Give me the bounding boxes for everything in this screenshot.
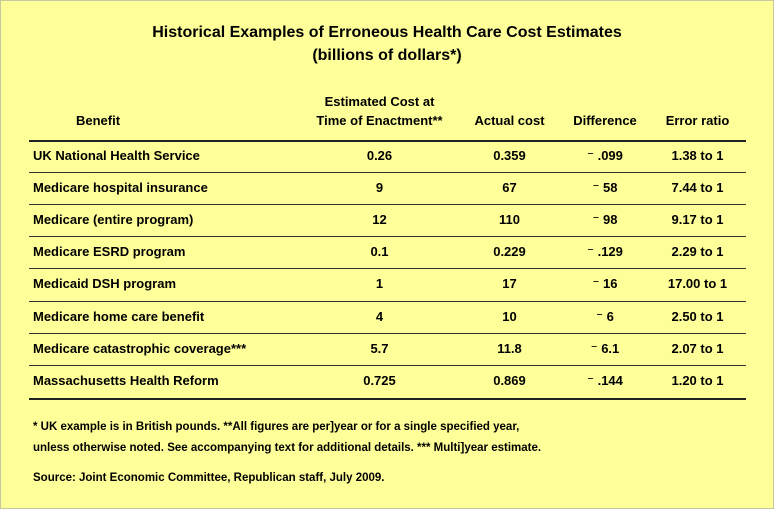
cell-benefit: Medicare hospital insurance (33, 180, 208, 195)
table-row (0, 237, 774, 269)
header-actual-cost: Actual cost (474, 113, 545, 128)
cell-actual: 0.229 (493, 244, 526, 259)
cell-estimated: 0.725 (363, 373, 396, 388)
cell-benefit: Medicare ESRD program (33, 244, 186, 259)
header-estimated-line1: Estimated Cost at (324, 94, 435, 109)
table-row (0, 269, 774, 301)
header-error-ratio: Error ratio (665, 113, 730, 128)
cell-actual: 11.8 (497, 341, 522, 356)
table-subtitle: (billions of dollars*) (312, 47, 462, 64)
cell-actual: 10 (502, 309, 517, 324)
cell-difference: ⁻ .144 (587, 373, 623, 388)
cell-benefit: Medicare catastrophic coverage*** (33, 341, 247, 356)
header-difference: Difference (573, 113, 637, 128)
cell-benefit: Medicare home care benefit (33, 309, 205, 324)
table-bottom-rule (29, 398, 746, 400)
footnote-line1: * UK example is in British pounds. **All figures are per]year or for a single specified year, (33, 421, 520, 433)
cell-difference: ⁻ 58 (592, 180, 618, 195)
cell-difference: ⁻ 6 (596, 309, 614, 324)
cell-benefit: Medicare (entire program) (33, 212, 194, 227)
table-row (0, 173, 774, 205)
cell-error-ratio: 7.44 to 1 (671, 180, 724, 195)
cell-actual: 110 (499, 212, 520, 227)
table-row (0, 366, 774, 398)
header-estimated-line2: Time of Enactment** (316, 113, 443, 128)
cell-estimated: 4 (375, 309, 384, 324)
table-row (0, 141, 774, 173)
table-row (0, 205, 774, 237)
cell-estimated: 0.1 (370, 244, 389, 259)
table-title: Historical Examples of Erroneous Health Care Cost Estimates (152, 24, 622, 41)
cell-benefit: UK National Health Service (33, 148, 200, 163)
cell-benefit: Massachusetts Health Reform (33, 373, 219, 388)
cell-estimated: 12 (372, 212, 387, 227)
cell-actual: 0.359 (493, 148, 526, 163)
table-row (0, 302, 774, 334)
cell-difference: ⁻ 6.1 (590, 341, 620, 356)
cell-error-ratio: 2.50 to 1 (671, 309, 724, 324)
cell-difference: ⁻ 98 (592, 212, 618, 227)
cell-difference: ⁻ .129 (587, 244, 623, 259)
cell-error-ratio: 9.17 to 1 (671, 212, 724, 227)
cell-error-ratio: 2.29 to 1 (671, 244, 724, 259)
cell-estimated: 1 (375, 276, 384, 291)
cell-error-ratio: 1.20 to 1 (671, 373, 724, 388)
header-benefit: Benefit (75, 113, 121, 128)
cell-estimated: 9 (375, 180, 384, 195)
source-note: Source: Joint Economic Committee, Republican staff, July 2009. (33, 472, 385, 484)
cell-error-ratio: 1.38 to 1 (671, 148, 724, 163)
cell-actual: 67 (502, 180, 517, 195)
cell-estimated: 5.7 (370, 341, 389, 356)
header-estimated-cost (302, 92, 457, 130)
cell-error-ratio: 2.07 to 1 (671, 341, 724, 356)
cell-actual: 17 (502, 276, 517, 291)
cell-difference: ⁻ .099 (587, 148, 623, 163)
cell-difference: ⁻ 16 (592, 276, 618, 291)
cell-actual: 0.869 (493, 373, 526, 388)
footnote-line2: unless otherwise noted. See accompanying text for additional details. *** Multi]year estimate. (33, 442, 542, 454)
cell-error-ratio: 17.00 to 1 (667, 276, 728, 291)
table-row (0, 334, 774, 366)
cell-benefit: Medicaid DSH program (33, 276, 177, 291)
cell-estimated: 0.26 (366, 148, 393, 163)
